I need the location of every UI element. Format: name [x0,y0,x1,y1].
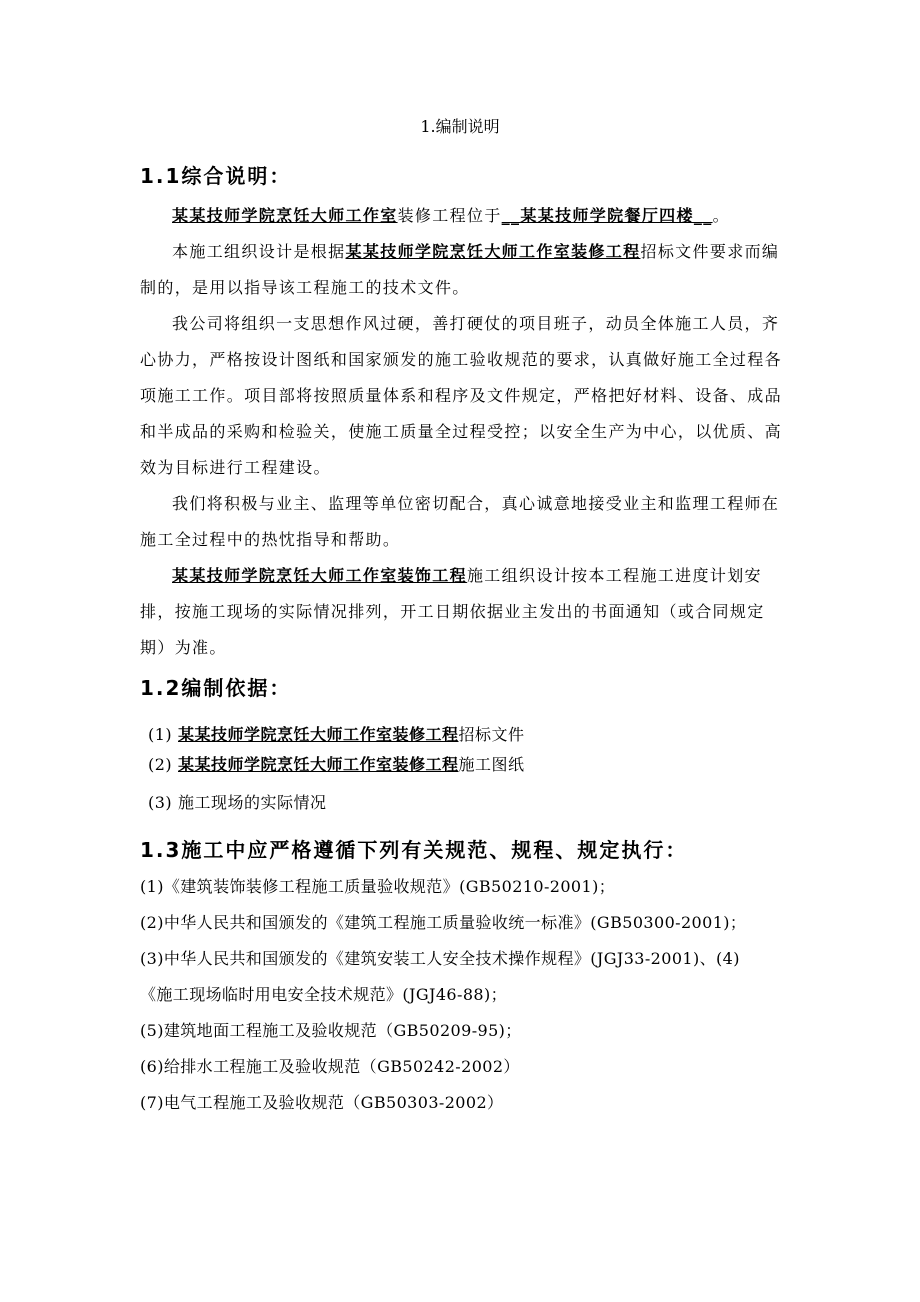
project-name: 某某技师学院烹饪大师工作室装修工程 [178,725,459,744]
project-name: 某某技师学院烹饪大师工作室装饰工程 [172,566,467,585]
paragraph-location [140,198,785,234]
list-number: (2) [148,755,173,774]
text: 本施工组织设计是根据 [172,242,346,261]
list-item [148,752,525,775]
project-name: 某某技师学院烹饪大师工作室装修工程 [178,755,459,774]
standard-line: 《施工现场临时用电安全技术规范》(JGJ46-88)； [140,985,508,1004]
list-number: (3) [148,793,173,812]
section-heading-1-3: 1.3施工中应严格遵循下列有关规范、规程、规定执行： [140,838,688,862]
paragraph-schedule [140,558,785,666]
text: 施工组织设计按本工程施工进度计划安排，按施工现场的实际情况排列，开工日期依据业主发出的书面通知（或合同规定期）为准。 [140,566,765,657]
text: 施工图纸 [458,755,525,774]
text: 招标文件要求而编制的，是用以指导该工程施工的技术文件。 [140,242,780,297]
standard-line: (3)中华人民共和国颁发的《建筑安装工人安全技术操作规程》(JGJ33-2001)、(4) [140,949,740,968]
standard-line: (1)《建筑装饰装修工程施工质量验收规范》(GB50210-2001)； [140,877,616,896]
project-name: 某某技师学院烹饪大师工作室装修工程 [345,242,641,261]
text: 招标文件 [458,725,525,744]
paragraph-basis [140,234,785,306]
list-item [148,722,525,745]
section-heading-1-2: 1.2编制依据： [140,676,292,700]
text: 施工现场的实际情况 [178,793,327,812]
standard-line: (6)给排水工程施工及验收规范（GB50242-2002） [140,1057,520,1076]
project-name: 某某技师学院烹饪大师工作室 [172,206,398,225]
paragraph-cooperation: 我们将积极与业主、监理等单位密切配合，真心诚意地接受业主和监理工程师在施工全过程中的热忱指导和帮助。 [140,494,780,549]
standard-line: (5)建筑地面工程施工及验收规范（GB50209-95)； [140,1021,522,1040]
paragraph-organization: 我公司将组织一支思想作风过硬，善打硬仗的项目班子，动员全体施工人员，齐心协力，严格按设计图纸和国家颁发的施工验收规范的要求，认真做好施工全过程各项施工工作。项目部将按照质量体系和程序及文件规定，严格把好材料、设备、成品和半成品的采购和检验关，使施工质量全过程受控；以安全生产为中心，以优质、高效为目标进行工程建设。 [140,314,782,477]
standard-line: (2)中华人民共和国颁发的《建筑工程施工质量验收统一标准》(GB50300-2001)； [140,913,747,932]
project-location: __某某技师学院餐厅四楼__ [501,206,713,225]
document-title: 1.编制说明 [420,117,500,136]
standard-line: (7)电气工程施工及验收规范（GB50303-2002） [140,1093,504,1112]
text: 装修工程位于 [397,206,502,225]
list-item [148,790,327,813]
list-number: (1) [148,725,173,744]
section-heading-1-1: 1.1综合说明： [140,164,292,188]
text: 。 [712,206,730,225]
